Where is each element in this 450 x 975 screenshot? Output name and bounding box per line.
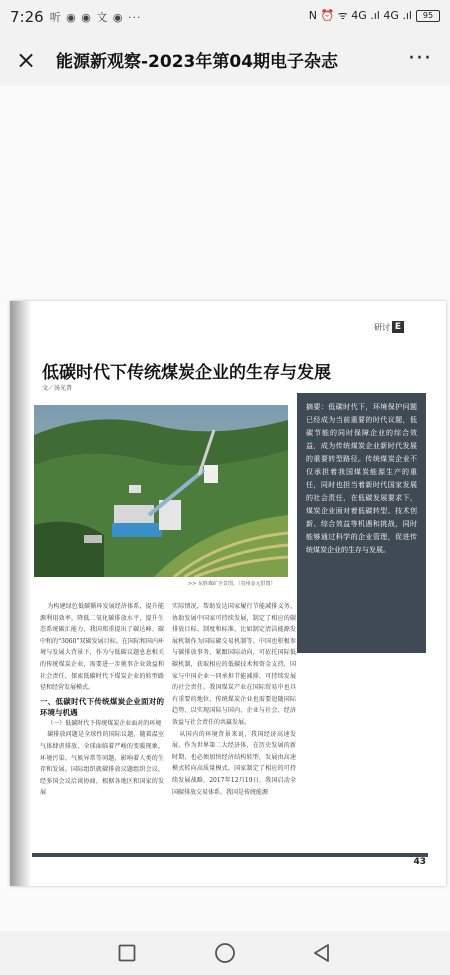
text-column-1 xyxy=(40,601,164,841)
article-title: 低碳时代下传统煤炭企业的生存与发展 xyxy=(42,363,331,383)
recent-apps-button[interactable] xyxy=(115,941,139,965)
signal-icons: N ⏰ ᯤ 4G .ıl 4G .ıl xyxy=(308,9,412,22)
close-button[interactable] xyxy=(12,46,40,74)
system-icons xyxy=(309,8,440,23)
circle-icon xyxy=(214,942,236,964)
section-letter: E xyxy=(392,321,404,333)
body-paragraph: 为构建绿色低碳循环发展经济体系，提升能源利用效率，降低二氧化碳排放水平，提升生态系统碳汇能力，我国郑重提出了碳达峰、碳中和的“3060”双碳发展目标。在国际和国内环境与发展大背景下，作为与低碳议题息息相关的传统煤炭企业，需要进一步挑事企业效益和社会责任，探索低碳时代下煤炭企业的转型路径和经营发展模式。 xyxy=(40,603,164,692)
page-number: 43 xyxy=(413,857,426,867)
photo-caption: >> 东胜煤矿全景图。（贵州金元供图） xyxy=(188,581,276,587)
home-button[interactable] xyxy=(213,941,237,965)
status-bar xyxy=(0,0,450,34)
more-options-button[interactable] xyxy=(408,46,432,71)
section-heading: 一、低碳时代下传统煤炭企业面对的环境与机遇 xyxy=(40,696,164,717)
subsection-heading: （一）低碳时代下传统煤炭企业面对的环境 xyxy=(47,719,162,727)
document-viewer[interactable] xyxy=(0,86,450,931)
status-time: 7:26 xyxy=(10,8,44,26)
system-nav-bar xyxy=(0,931,450,975)
section-label: 研讨 xyxy=(374,322,390,332)
article-author: 文／汤光普 xyxy=(42,385,73,392)
back-button[interactable] xyxy=(310,941,334,965)
abstract-box: 摘要：低碳时代下，环境保护问题已经成为当前重要的时代议题，低碳节能的同时保障企业的综合效益，成为传统煤炭企业新时代发展的重要转型路径。传统煤炭企业不仅承担着我国煤炭能源生产的重任，同时也担当着新时代国家发展的社会责任，在低碳发展要求下，煤炭企业面对着低碳转型、技术创新、综合效益等机遇和挑战，同时能够通过科学的企业管理，促进传统煤炭企业的生存与发展。 xyxy=(297,393,426,653)
square-icon xyxy=(118,944,136,962)
magazine-page[interactable] xyxy=(10,301,446,886)
page-title: 能源新观察-2023年第04期电子杂志 xyxy=(56,52,339,72)
mine-panorama-photo xyxy=(34,405,288,577)
mine-photo-illustration xyxy=(34,405,288,577)
footer-bar xyxy=(32,853,428,857)
more-icon: ··· xyxy=(408,46,432,71)
close-icon: × xyxy=(15,46,37,74)
text-column-2 xyxy=(172,601,296,841)
page-spine xyxy=(10,301,32,886)
notification-icons: 听 ◉ ◉ 文 ◉ ··· xyxy=(49,11,142,24)
body-paragraph: 碳排放问题是全球性的国际议题，随着温室气体肆虐排放，全球面临着严峻的变暖现象，环境污染、气候异常等问题，影响着人类的生存和发展。国际组织就碳排放议题组织会议，经多国会议洽谈协商，根据各地区和国家的发展 xyxy=(40,731,164,797)
body-paragraph: 实际情况，帮助发达国家履行节能减排义务，协助发展中国家可持续发展，制定了相应的碳排放目标、制度和标准，比如制定清洁能源发展机制作为国际碳交易机制等。中国也积极参与碳排放事务，紧跟国际动向，可依托国际低碳机制，获取相应的低碳技术和资金支持，国家与中国企业一同承担节能减排、可持续发展的社会责任。我国煤炭产业在国际贸易中也具有重要的地位，传统煤炭企业也需要追随国际趋势，以实现国际与国内、企业与社会、经济效益与社会责任的共赢发展。 xyxy=(172,603,296,726)
title-bar xyxy=(0,34,450,86)
body-paragraph: 从国内的环境背景来说，我国经济高速发展，作为世界第二大经济体，在历史发展的新时期，也必须加快经济结构转型，发展由高速模式转向高质量模式，国家制定了相应的可持续发展战略，2017年12月19日，我国启动全国碳排放交易体系。我国是传统能源 xyxy=(172,730,296,796)
section-tag xyxy=(374,321,404,333)
triangle-icon xyxy=(312,943,332,963)
battery-icon: 95 xyxy=(416,10,440,22)
